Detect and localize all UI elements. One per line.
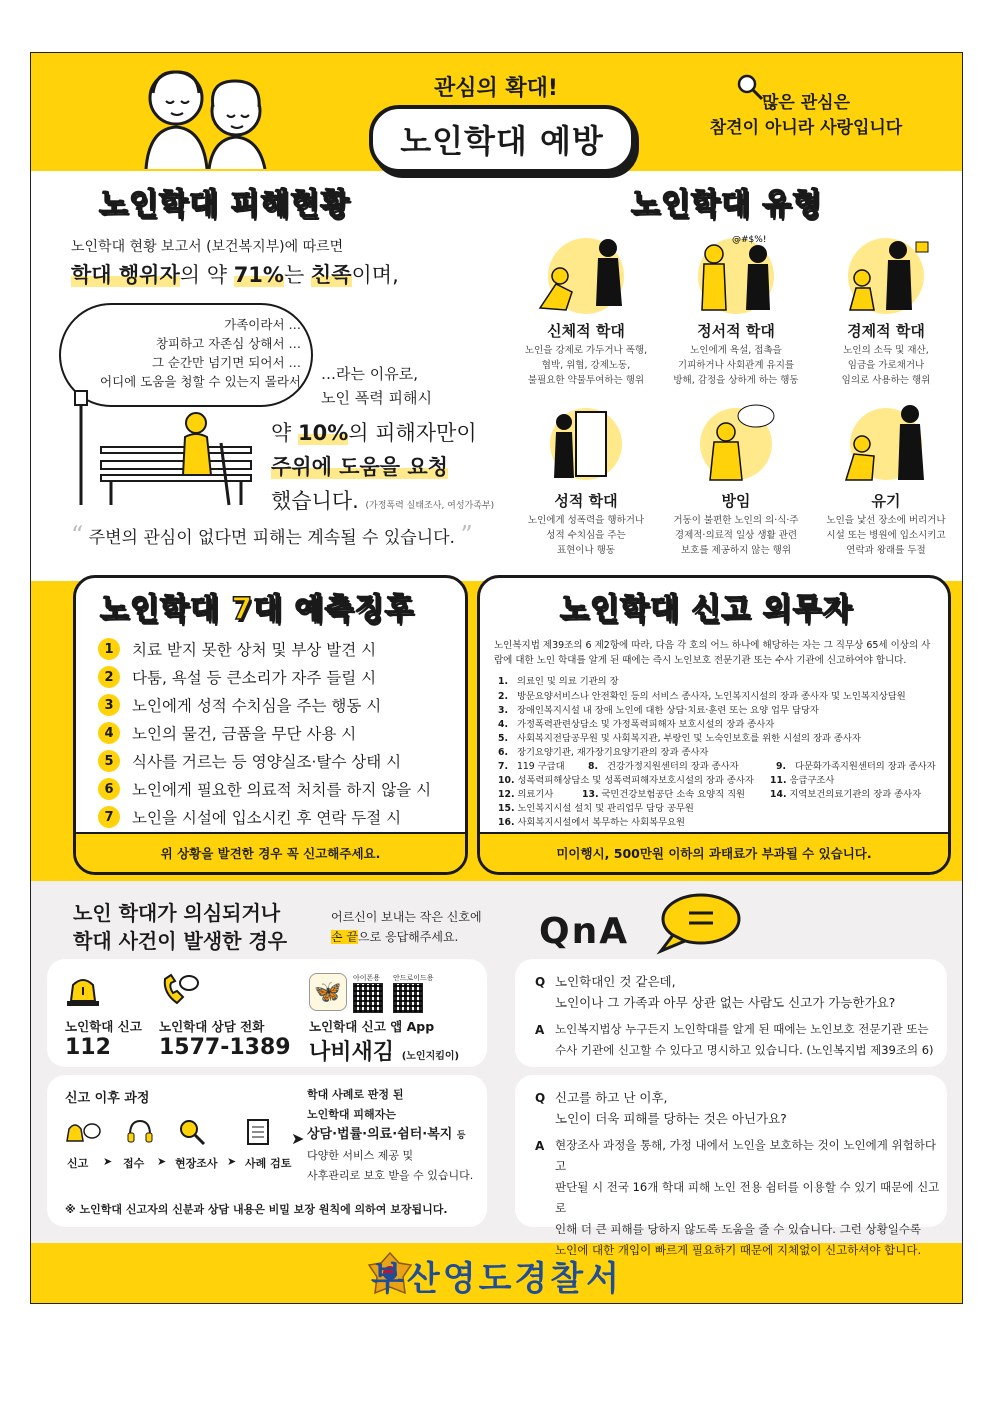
types-section-title: 노인학대 유형 xyxy=(631,187,823,222)
bubble-line: 어디에 도움을 청할 수 있는지 몰라서 xyxy=(100,374,301,389)
question-2-line-2: 노인이 더욱 피해를 당하는 것은 아닌가요? xyxy=(555,1111,787,1126)
type-desc-line: 노인을 낯선 장소에 버리거나 xyxy=(826,515,946,526)
duty-number: 1. xyxy=(498,676,509,687)
duty-line xyxy=(498,673,619,687)
sign-text: 노인에게 필요한 의료적 처치를 하지 않을 시 xyxy=(132,781,432,799)
duty-text: 장기요양기관, 재가장기요양기관의 장과 종사자 xyxy=(516,747,709,758)
sign-text: 치료 받지 못한 상처 및 부상 발견 시 xyxy=(132,641,377,659)
poster-title: 노인학대 예방 xyxy=(369,105,635,173)
duty-number: 10. xyxy=(498,775,515,786)
type-desc-line: 방해, 감정을 상하게 하는 행동 xyxy=(673,375,799,386)
type-desc-line: 노인의 소득 및 재산, xyxy=(843,345,929,356)
report-sub-highlight: 손 끝 xyxy=(331,930,358,944)
report-sub-1: 어르신이 보내는 작은 신호에 xyxy=(331,910,482,924)
svc-app-name[interactable] xyxy=(309,1035,459,1066)
type-desc-line: 불필요한 약물투여하는 행위 xyxy=(527,375,645,386)
process-title: 신고 이후 과정 xyxy=(65,1091,150,1106)
damage-stat-line xyxy=(71,259,399,289)
poster xyxy=(30,52,963,1304)
question-1-line-2: 노인이나 그 가족과 아무 상관 없는 사람도 신고가 가능한가요? xyxy=(555,995,896,1010)
type-name: 성적 학대 xyxy=(554,492,618,510)
help-request: 주위에 도움을 요청 xyxy=(271,455,448,479)
duty-text: 사회복지시설에서 복무하는 사회복무요원 xyxy=(517,817,686,828)
duty-number: 4. xyxy=(498,719,509,730)
duty-number: 2. xyxy=(498,691,509,702)
type-desc-line: 경제적·의료적 일상 생활 관련 xyxy=(674,530,798,541)
chat-bubble-icon xyxy=(651,891,747,955)
duty-section-title: 노인학대 신고 의무자 xyxy=(560,592,853,627)
after-report-text xyxy=(307,1085,473,1186)
type-card-neglect xyxy=(661,398,811,558)
stat-relative: 친족 xyxy=(310,263,352,287)
duty-number: 11. xyxy=(770,775,787,786)
tagline-line-1: 많은 관심은 xyxy=(761,93,851,113)
type-name: 신체적 학대 xyxy=(547,322,625,340)
type-desc-line: 연락과 왕래를 두절 xyxy=(846,545,926,556)
type-card-emotional xyxy=(661,228,811,388)
type-desc xyxy=(661,513,811,558)
header-kicker: 관심의 확대! xyxy=(434,76,558,101)
checklist-icon xyxy=(243,1117,273,1147)
type-card-sexual xyxy=(511,398,661,558)
contact-card xyxy=(47,959,487,1067)
question-1 xyxy=(555,971,895,1013)
quote xyxy=(71,521,473,549)
neglect-icon xyxy=(676,398,796,486)
duty-number: 13. xyxy=(582,789,599,800)
type-desc-line: 노인에게 욕설, 접촉을 xyxy=(690,345,782,356)
percent-prefix: 약 xyxy=(271,421,298,445)
step-investigation: 현장조사 xyxy=(175,1157,218,1170)
duty-line xyxy=(498,702,819,716)
sign-number: 2 xyxy=(98,666,120,688)
step-arrow-icon: ➤ xyxy=(103,1155,113,1168)
sign-item xyxy=(98,666,376,688)
sign-text: 노인을 시설에 입소시킨 후 연락 두절 시 xyxy=(132,809,402,827)
sign-text: 식사를 거르는 등 영양실조·탈수 상태 시 xyxy=(132,753,402,771)
phone-icon xyxy=(159,973,199,1009)
sign-text: 노인의 물건, 금품을 무단 사용 시 xyxy=(132,725,357,743)
duty-number: 6. xyxy=(498,747,509,758)
step-arrow-icon: ➤ xyxy=(227,1155,237,1168)
quote-open-icon: “ xyxy=(71,521,84,549)
duty-text: 장애인복지시설 내 장애 노인에 대한 상담·치료·훈련 또는 요양 업무 담당자 xyxy=(516,705,819,716)
after-line-4: 다양한 서비스 제공 및 xyxy=(307,1149,414,1162)
signs-footer: 위 상황을 발견한 경우 꼭 신고해주세요. xyxy=(76,832,465,872)
type-desc xyxy=(511,513,661,558)
reason-line-2: 노인 폭력 피해시 xyxy=(321,389,432,407)
qna-title: QnA xyxy=(539,911,630,952)
svc-police-number[interactable]: 112 xyxy=(65,1035,111,1060)
stat-perpetrator: 학대 행위자 xyxy=(71,263,180,287)
step-report: 신고 xyxy=(67,1157,89,1170)
process-card xyxy=(47,1075,487,1227)
type-desc-line: 성적 수치심을 주는 xyxy=(546,530,626,541)
bubble-line: 가족이라서 … xyxy=(224,317,301,332)
duty-line xyxy=(498,800,694,814)
type-card-abandonment xyxy=(811,398,961,558)
duty-text: 다문화가족지원센터의 장과 종사자 xyxy=(794,761,936,772)
duty-text: 응급구조사 xyxy=(789,775,835,786)
sign-item xyxy=(98,750,401,772)
question-2-line-1: 신고를 하고 난 이후, xyxy=(555,1090,668,1105)
duty-number: 8. xyxy=(588,761,599,772)
duty-number: 3. xyxy=(498,705,509,716)
did-text: 했습니다. xyxy=(271,489,359,513)
duty-line xyxy=(770,786,921,800)
type-desc xyxy=(511,343,661,388)
qr-android-label: 안드로이드용 xyxy=(393,974,434,982)
duty-line xyxy=(498,688,906,702)
report-headline xyxy=(73,899,287,955)
duty-line xyxy=(770,772,834,786)
headset-icon xyxy=(125,1117,155,1147)
answer-1-line-2: 수사 기관에 신고할 수 있다고 명시하고 있습니다. (노인복지법 제39조의 6) xyxy=(555,1043,934,1057)
qna-card-2 xyxy=(515,1075,947,1257)
q-mark: Q xyxy=(535,975,546,989)
after-line-3 xyxy=(307,1125,473,1146)
signs-panel xyxy=(73,575,468,875)
physical-abuse-icon xyxy=(526,228,646,316)
type-desc-line: 노인을 강제로 가두거나 폭행, xyxy=(524,345,648,356)
question-2 xyxy=(555,1087,787,1129)
damage-source-line: 노인학대 현황 보고서 (보건복지부)에 따르면 xyxy=(71,239,344,255)
type-desc xyxy=(661,343,811,388)
svg-text:@#$%!: @#$%! xyxy=(732,235,767,245)
emotional-abuse-icon xyxy=(676,228,796,316)
type-desc xyxy=(811,513,961,558)
step-review: 사례 검토 xyxy=(245,1157,292,1170)
svc-app-note: (노인지킴이) xyxy=(401,1051,460,1062)
elder-on-bench-illustration xyxy=(71,383,271,508)
duty-number: 5. xyxy=(498,733,509,744)
type-desc-line: 임금을 가로채거나 xyxy=(847,360,925,371)
after-line-2: 노인학대 피해자는 xyxy=(307,1108,396,1121)
help-line xyxy=(271,451,448,481)
type-desc-line: 협박, 위협, 강제노동, xyxy=(541,360,631,371)
sign-item xyxy=(98,638,376,660)
app-logo-icon: 🦋 xyxy=(309,973,347,1011)
answer-2-line-3: 인해 더 큰 피해를 당하지 않도록 도움을 줄 수 있습니다. 그런 상황일수록 xyxy=(555,1222,922,1236)
duty-line xyxy=(498,786,553,800)
quote-close-icon: ” xyxy=(460,521,473,549)
magnifier-investigation-icon xyxy=(177,1117,207,1147)
report-headline-1: 노인 학대가 의심되거나 xyxy=(73,901,281,925)
damage-section-title: 노인학대 피해현황 xyxy=(99,187,351,222)
sign-item xyxy=(98,778,431,800)
reason-line-1: …라는 이유로, xyxy=(321,365,418,383)
qr-ios-icon[interactable] xyxy=(353,983,383,1013)
duty-line xyxy=(498,772,754,786)
step-intake: 접수 xyxy=(123,1157,145,1170)
duty-number: 15. xyxy=(498,803,515,814)
stat-text-a: 의 약 xyxy=(179,263,234,287)
a-mark: A xyxy=(535,1139,545,1153)
duty-line xyxy=(498,814,685,828)
type-desc-line: 임의로 사용하는 행위 xyxy=(841,375,931,386)
duty-text: 의료기사 xyxy=(517,789,554,800)
duty-text: 성폭력피해상담소 및 성폭력피해자보호시설의 장과 종사자 xyxy=(517,775,754,786)
sign-number: 4 xyxy=(98,722,120,744)
after-line-1: 학대 사례로 판정 된 xyxy=(307,1088,404,1101)
svc-hotline-label: 노인학대 상담 전화 xyxy=(159,1019,265,1034)
duty-line xyxy=(588,758,739,772)
qr-android-icon[interactable] xyxy=(393,983,423,1013)
after-etc: 등 xyxy=(456,1131,466,1141)
duty-line xyxy=(498,758,565,772)
sign-text: 다툼, 욕설 등 큰소리가 자주 들릴 시 xyxy=(132,669,377,687)
svc-app-label: 노인학대 신고 앱 App xyxy=(309,1019,435,1034)
sign-item xyxy=(98,722,356,744)
type-name: 방임 xyxy=(721,492,751,510)
type-card-economic xyxy=(811,228,961,388)
duty-number: 12. xyxy=(498,789,515,800)
sign-number: 1 xyxy=(98,638,120,660)
type-desc-line: 노인에게 성폭력을 행하거나 xyxy=(527,515,645,526)
type-name: 정서적 학대 xyxy=(697,322,775,340)
type-card-physical xyxy=(511,228,661,388)
duty-line xyxy=(498,744,708,758)
duty-line xyxy=(498,730,861,744)
q-mark: Q xyxy=(535,1091,546,1105)
report-siren-icon xyxy=(63,1117,101,1147)
agency-name: 부산영도경찰서 xyxy=(371,1259,622,1299)
did-line xyxy=(271,485,494,515)
sign-number: 7 xyxy=(98,806,120,828)
qna-card-1 xyxy=(515,959,947,1067)
type-name: 유기 xyxy=(871,492,901,510)
bubble-line: 그 순간만 넘기면 되어서 … xyxy=(151,355,301,370)
duty-text: 국민건강보험공단 소속 요양직 직원 xyxy=(601,789,746,800)
type-desc xyxy=(811,343,961,388)
percent-value: 10% xyxy=(297,421,349,445)
siren-icon xyxy=(65,973,101,1007)
quote-text: 주변의 관심이 없다면 피해는 계속될 수 있습니다. xyxy=(88,528,455,548)
type-desc-line: 시설 또는 병원에 입소시키고 xyxy=(826,530,946,541)
stat-text-b: 는 xyxy=(283,263,311,287)
sign-number: 5 xyxy=(98,750,120,772)
duty-text: 건강가정지원센터의 장과 종사자 xyxy=(606,761,739,772)
elderly-couple-illustration xyxy=(131,63,281,169)
type-desc-line: 거동이 불편한 노인의 의·식·주 xyxy=(673,515,799,526)
tagline-line-2: 참견이 아니라 사랑입니다 xyxy=(709,118,903,138)
duty-line xyxy=(582,786,745,800)
process-arrow-icon: ➤ xyxy=(291,1129,305,1148)
percent-suffix: 의 피해자만이 xyxy=(348,421,477,445)
sign-number: 3 xyxy=(98,694,120,716)
report-headline-2: 학대 사건이 발생한 경우 xyxy=(73,929,288,953)
duty-number: 14. xyxy=(770,789,787,800)
sign-item xyxy=(98,694,381,716)
sign-number: 6 xyxy=(98,778,120,800)
duty-number: 7. xyxy=(498,761,509,772)
report-sub-2 xyxy=(331,927,482,947)
duty-text: 119 구급대 xyxy=(516,761,565,772)
bubble-line: 창피하고 자존심 상해서 … xyxy=(155,336,301,351)
bubble-text xyxy=(71,315,301,391)
did-source: (가정폭력 실태조사, 여성가족부) xyxy=(365,501,495,511)
stat-percent: 71% xyxy=(233,263,284,287)
type-desc-line: 보호를 제공하지 않는 행위 xyxy=(680,545,791,556)
duty-text: 의료인 및 의료 기관의 장 xyxy=(516,676,619,687)
stat-text-c: 이며, xyxy=(351,263,399,287)
duty-text: 노인복지시설 설치 및 관리업무 담당 공무원 xyxy=(517,803,694,814)
percent-line xyxy=(271,417,477,447)
type-name: 경제적 학대 xyxy=(847,322,925,340)
svc-app-value: 나비새김 xyxy=(309,1040,395,1065)
duty-line xyxy=(498,716,774,730)
duty-number: 16. xyxy=(498,817,515,828)
report-sub-rest: 으로 응답해주세요. xyxy=(358,930,459,944)
duty-panel xyxy=(477,575,951,875)
duty-text: 가정폭력관련상담소 및 가정폭력피해자 보호시설의 장과 종사자 xyxy=(516,719,775,730)
sign-item xyxy=(98,806,401,828)
sign-text: 노인에게 성적 수치심을 주는 행동 시 xyxy=(132,697,382,715)
svc-hotline-number[interactable]: 1577-1389 xyxy=(159,1035,291,1060)
duty-intro: 노인복지법 제39조의 6 제2항에 따라, 다음 각 호의 어느 하나에 해당하는 자는 그 직무상 65세 이상의 사람에 대한 노인 학대를 알게 된 때에는 즉시 노인보호 전문기관 또는 수사 기관에 신고하여야 합니다. xyxy=(494,640,931,666)
report-subline xyxy=(331,907,482,947)
duty-line xyxy=(776,758,936,772)
header-tagline xyxy=(671,91,941,141)
confidentiality-notice: ※ 노인학대 신고자의 신분과 상담 내용은 비밀 보장 원칙에 의하여 보장됩니다. xyxy=(65,1203,448,1216)
answer-1-line-1: 노인복지법상 누구든지 노인학대를 알게 된 때에는 노인보호 전문기관 또는 xyxy=(555,1022,929,1036)
after-line-5: 사후관리로 보호 받을 수 있습니다. xyxy=(307,1169,474,1182)
duty-footer: 미이행시, 500만원 이하의 과태료가 부과될 수 있습니다. xyxy=(480,832,948,872)
answer-2-line-4: 노인에 대한 개입이 빠르게 필요하기 때문에 지체없이 신고하셔야 합니다. xyxy=(555,1243,922,1257)
type-desc-line: 표현이나 행동 xyxy=(556,545,616,556)
economic-abuse-icon xyxy=(826,228,946,316)
duty-number: 9. xyxy=(776,761,787,772)
sexual-abuse-icon xyxy=(526,398,646,486)
type-desc-line: 기피하거나 사회관계 유지를 xyxy=(677,360,795,371)
qr-ios-label: 아이폰용 xyxy=(353,974,381,982)
svc-police-label: 노인학대 신고 xyxy=(65,1019,142,1034)
signs-section-title: 노인학대 7대 예측징후 xyxy=(100,592,415,627)
answer-2 xyxy=(555,1135,947,1261)
a-mark: A xyxy=(535,1023,545,1037)
duty-text: 사회복지전담공무원 및 사회복지관, 부랑인 및 노숙인보호를 위한 시설의 장과 종사자 xyxy=(516,733,861,744)
question-1-line-1: 노인학대인 것 같은데, xyxy=(555,974,676,989)
after-services: 상담·법률·의료·쉼터·복지 xyxy=(307,1127,453,1142)
answer-2-line-2: 판단될 시 전국 16개 학대 피해 노인 전용 쉼터를 이용할 수 있기 때문에 신고로 xyxy=(555,1180,940,1215)
duty-text: 방문요양서비스나 안전확인 등의 서비스 종사자, 노인복지시설의 장과 종사자 및 노인복지상담원 xyxy=(516,691,906,702)
abandonment-icon xyxy=(826,398,946,486)
step-arrow-icon: ➤ xyxy=(157,1155,167,1168)
answer-2-line-1: 현장조사 과정을 통해, 가정 내에서 노인을 보호하는 것이 노인에게 위험하다고 xyxy=(555,1138,936,1173)
duty-text: 지역보건의료기관의 장과 종사자 xyxy=(789,789,922,800)
answer-1 xyxy=(555,1019,934,1061)
